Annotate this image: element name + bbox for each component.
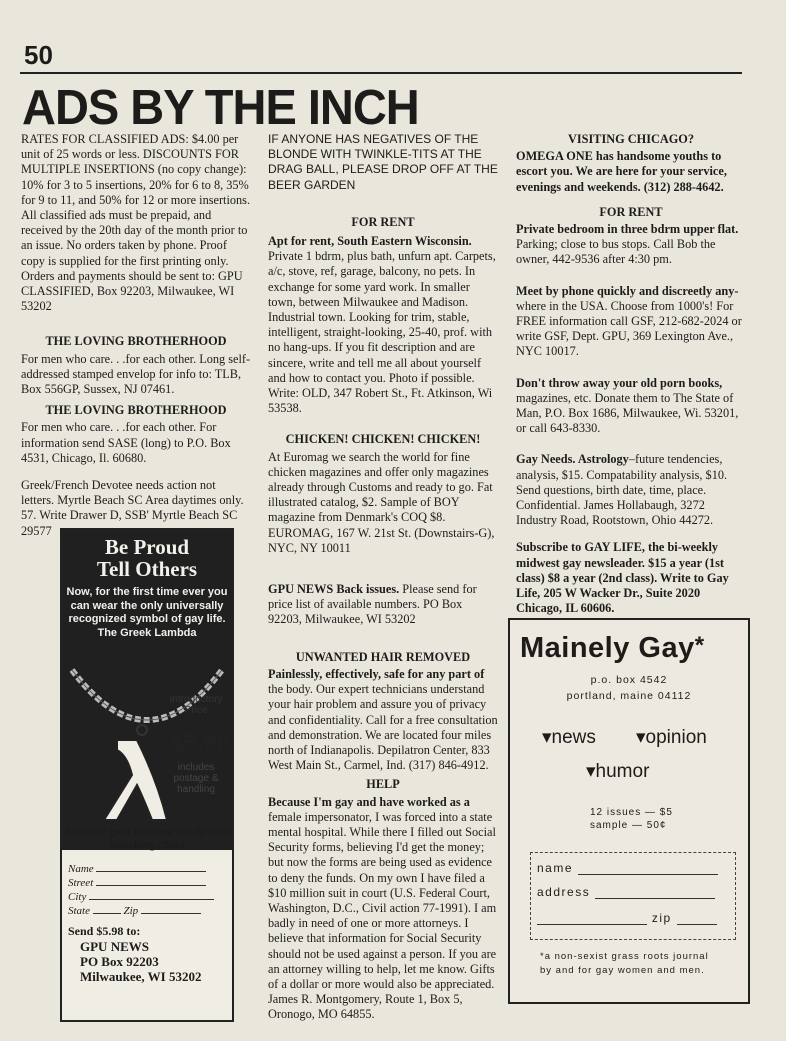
footnote: *a non-sexist grass roots journal by and for gay women and men. — [540, 951, 709, 976]
ad-text — [516, 222, 746, 268]
name-field[interactable] — [578, 874, 718, 875]
address-field[interactable] — [595, 898, 715, 899]
po-box: p.o. box 4542 — [590, 674, 668, 686]
field-label: Street — [68, 877, 94, 889]
ad-lead: Don't throw away your old porn books, — [516, 375, 723, 390]
field-label: name — [537, 861, 574, 875]
ad-text — [516, 376, 746, 437]
ad-lead: Because I'm gay and have worked as a — [268, 794, 470, 809]
ad-headline: Be Proud — [104, 535, 190, 559]
topic-humor: ▾humor — [586, 761, 650, 782]
ad-heading: THE LOVING BROTHERHOOD — [45, 403, 227, 418]
field-label: zip — [651, 911, 672, 925]
column-3 — [516, 132, 746, 628]
classified-rates: RATES FOR CLASSIFIED ADS: $4.00 per unit of 25 words or less. DISCOUNTS FOR MULTIPLE INSERTIONS (no copy change): 10% for 3 to 5 insertions, 20% for 6 to 8, 35% for 9 to 11, and 50% for 12 or more insertions. All classified ads must be prepaid, and received by the 20th day of the month prior to an issue. No orders taken by phone. Proof copy is supplied for the first printing only. Orders and payments should be sent to: GPU CLASSIFIED, Box 92203, Milwaukee, WI 53202 — [21, 132, 251, 314]
ad-lead: GPU NEWS Back issues. — [268, 582, 400, 597]
topic-news: ▾news — [542, 727, 596, 748]
state-field[interactable] — [93, 904, 121, 914]
ad-text: At Euromag we search the world for fine chicken magazines and offer only magazines already through Customs and ready to go. Fat illustrated catalog, $2. Sample of BOY magazine from Denmark's COQ $8. EUROMAG, 167 W. 21st St. (Downstairs-G), NYC, NY 10011 — [268, 449, 495, 555]
page-number: 50 — [24, 40, 53, 70]
name-field[interactable] — [96, 862, 206, 872]
address-line: PO Box 92203 — [80, 954, 159, 969]
asterisk: * — [694, 632, 705, 659]
price-line: sample — 50¢ — [590, 820, 667, 831]
ad-body: magazines, etc. Donate them to The State of Man, P.O. Box 1686, Milwaukee, Wi. 53201, or call 643-8330. — [516, 390, 739, 436]
ad-body: the body. Our expert technicians understand your hair problem and assure you of privacy and confidentiality. Call for a free consultation and demonstration. We are located four miles north of Indianapolis. Depilatron Center, 833 West Main St., Carmel, Ind. (317) 846-4912. — [268, 682, 498, 773]
ad-lead: Subscribe to GAY LIFE, the bi-weekly — [516, 540, 719, 555]
ad-headline: Tell Others — [96, 557, 198, 581]
send-label: Send $5.98 to: — [68, 924, 141, 938]
topic-opinion: ▾opinion — [636, 727, 707, 748]
ad-heading: HELP — [366, 777, 400, 792]
ad-text — [516, 452, 746, 528]
address-field-2[interactable] — [537, 924, 647, 925]
ad-title-text: Mainely Gay — [520, 632, 695, 664]
ad-heading: UNWANTED HAIR REMOVED — [295, 649, 471, 664]
order-form — [68, 862, 214, 918]
ad-text — [516, 284, 746, 360]
field-label: Name — [68, 863, 94, 875]
lambda-pendant-ad — [60, 528, 234, 1022]
ad-heading: FOR RENT — [599, 204, 663, 219]
intro-price-label: Introductory Price — [169, 694, 223, 716]
ad-heading: VISITING CHICAGO? — [567, 132, 695, 146]
price-includes: includes postage & handling — [173, 762, 219, 795]
column-1 — [21, 132, 251, 551]
zip-field[interactable] — [141, 904, 201, 914]
ad-body: Private 1 bdrm, plus bath, unfurn apt. Carpets, a/c, stove, ref, garage, balcony, no pets. In exchange for some yard work. In smaller town, between Milwaukee and Madison. Industrial town. Looking for trim, stable, intelligent, straight-looking, 25-40, prof. with no hang-ups. If you fit description and are sincere, write and tell me all about yourself and how to contact you. Photo if possible. Write: OLD, 347 Robert St., Ft. Atkinson, Wi 53538. — [268, 249, 496, 416]
ad-lead: Private bedroom in three bdrm upper flat. — [516, 222, 739, 237]
field-label: City — [68, 891, 87, 903]
ad-text: For men who care. . .for each other. For information send SASE (long) to P.O. Box 4531, Chicago, Il. 60680. — [21, 420, 231, 465]
topic-label: humor — [595, 761, 650, 782]
field-label: address — [537, 885, 591, 899]
ad-lead: Painlessly, effectively, safe for any part of — [268, 666, 485, 681]
ad-body: Please send for price list of available numbers. PO Box 92203, Milwaukee, WI 53202 — [268, 582, 477, 627]
ad-text — [268, 582, 498, 628]
ad-heading: CHICKEN! CHICKEN! CHICKEN! — [285, 432, 481, 447]
field-label: State — [68, 905, 90, 917]
ad-lead: Gay Needs. Astrology — [516, 452, 629, 467]
subscription-form — [530, 852, 736, 940]
ad-text: IF ANYONE HAS NEGATIVES OF THE BLONDE WITH TWINKLE-TITS AT THE DRAG BALL, PLEASE DROP OFF AT THE BEER GARDEN — [268, 132, 498, 192]
page-title: ADS BY THE INCH — [22, 79, 419, 135]
price-line: 12 issues — $5 — [590, 807, 673, 818]
ad-body: midwest gay newsleader. $15 a year (1st class) $8 a year (2nd class). Write to Gay Life, 205 W Wacker Dr., Suite 2020 Chicago, IL 60606. — [516, 555, 729, 616]
price: $5.98 — [170, 730, 231, 757]
ad-title — [520, 632, 705, 665]
city-field[interactable] — [89, 890, 214, 900]
column-2 — [268, 132, 498, 1035]
ad-text — [516, 540, 746, 616]
mainely-gay-ad — [508, 618, 750, 1004]
ad-lead: Apt for rent, South Eastern Wisconsin. — [268, 234, 472, 249]
ad-text: For men who care. . .for each other. Long self-addressed stamped envelop for info to: TLB, Box 556GP, Sussex, NJ 07461. — [21, 351, 251, 397]
ad-body: female impersonator, I was forced into a state mental hospital. While there I filled out Social Security forms, believing I'd get the money; but now the forms are being used as evidence to deny the funds. On my own I have filed a $10 million suit in court (U.S. Federal Court, Washington, D.C., Civil action 77-1991). I am badly in need of one or more attorneys. I believe that information for Social Security should not be used against a person. If you are an attorney willing to help, let me know. Gifts of a dollar or more would also be appreciated. James R. Montgomery, Route 1, Box 5, Oronogo, MO 64855. — [268, 809, 497, 1022]
ad-body: –future tendencies, analysis, $15. Compatability analysis, $10. Send questions, birth date, time, place. Confidential. James Hollabaugh, 3272 Industry Road, Rootstown, Ohio 44272. — [516, 452, 728, 528]
ad-text: Greek/French Devotee needs action not letters. Myrtle Beach SC Area daytimes only. 57. Write Drawer D, SSB' Myrtle Beach SC 29577 — [21, 478, 244, 538]
ad-lead: Meet by phone quickly and discreetly any- — [516, 283, 739, 298]
field-label: Zip — [123, 905, 139, 917]
ad-text: OMEGA ONE has handsome youths to escort you. We are here for your service, evenings and weekends. (312) 288-4642. — [516, 149, 727, 194]
topic-label: news — [551, 727, 596, 748]
ad-heading: FOR RENT — [351, 214, 415, 229]
finish-note: Indicate gold or silver finish with matching chain — [65, 826, 229, 851]
ad-body: where in the USA. Choose from 1000's! For FREE information call GSF, 212-682-2024 or write GSF, Dept. GPU, 369 Lexington Ave., NYC 10017. — [516, 298, 742, 359]
address-line: GPU NEWS — [80, 939, 149, 954]
ad-text — [268, 667, 498, 773]
ad-subtext: Now, for the first time ever you can wear the only universally recognized symbol of gay life. The Greek Lambda — [66, 586, 228, 639]
city-line: portland, maine 04112 — [566, 690, 692, 702]
header-rule — [20, 72, 742, 74]
subscription-prices — [590, 806, 673, 832]
topic-label: opinion — [645, 727, 707, 748]
mail-to — [68, 924, 201, 984]
ad-heading: THE LOVING BROTHERHOOD — [45, 334, 227, 349]
street-field[interactable] — [96, 876, 206, 886]
zip-field[interactable] — [677, 924, 717, 925]
ad-text — [268, 234, 498, 416]
address-line: Milwaukee, WI 53202 — [80, 969, 202, 984]
ad-text — [268, 795, 498, 1023]
ad-body: Parking; close to bus stops. Call Bob the owner, 442-9536 after 4:30 pm. — [516, 237, 716, 267]
